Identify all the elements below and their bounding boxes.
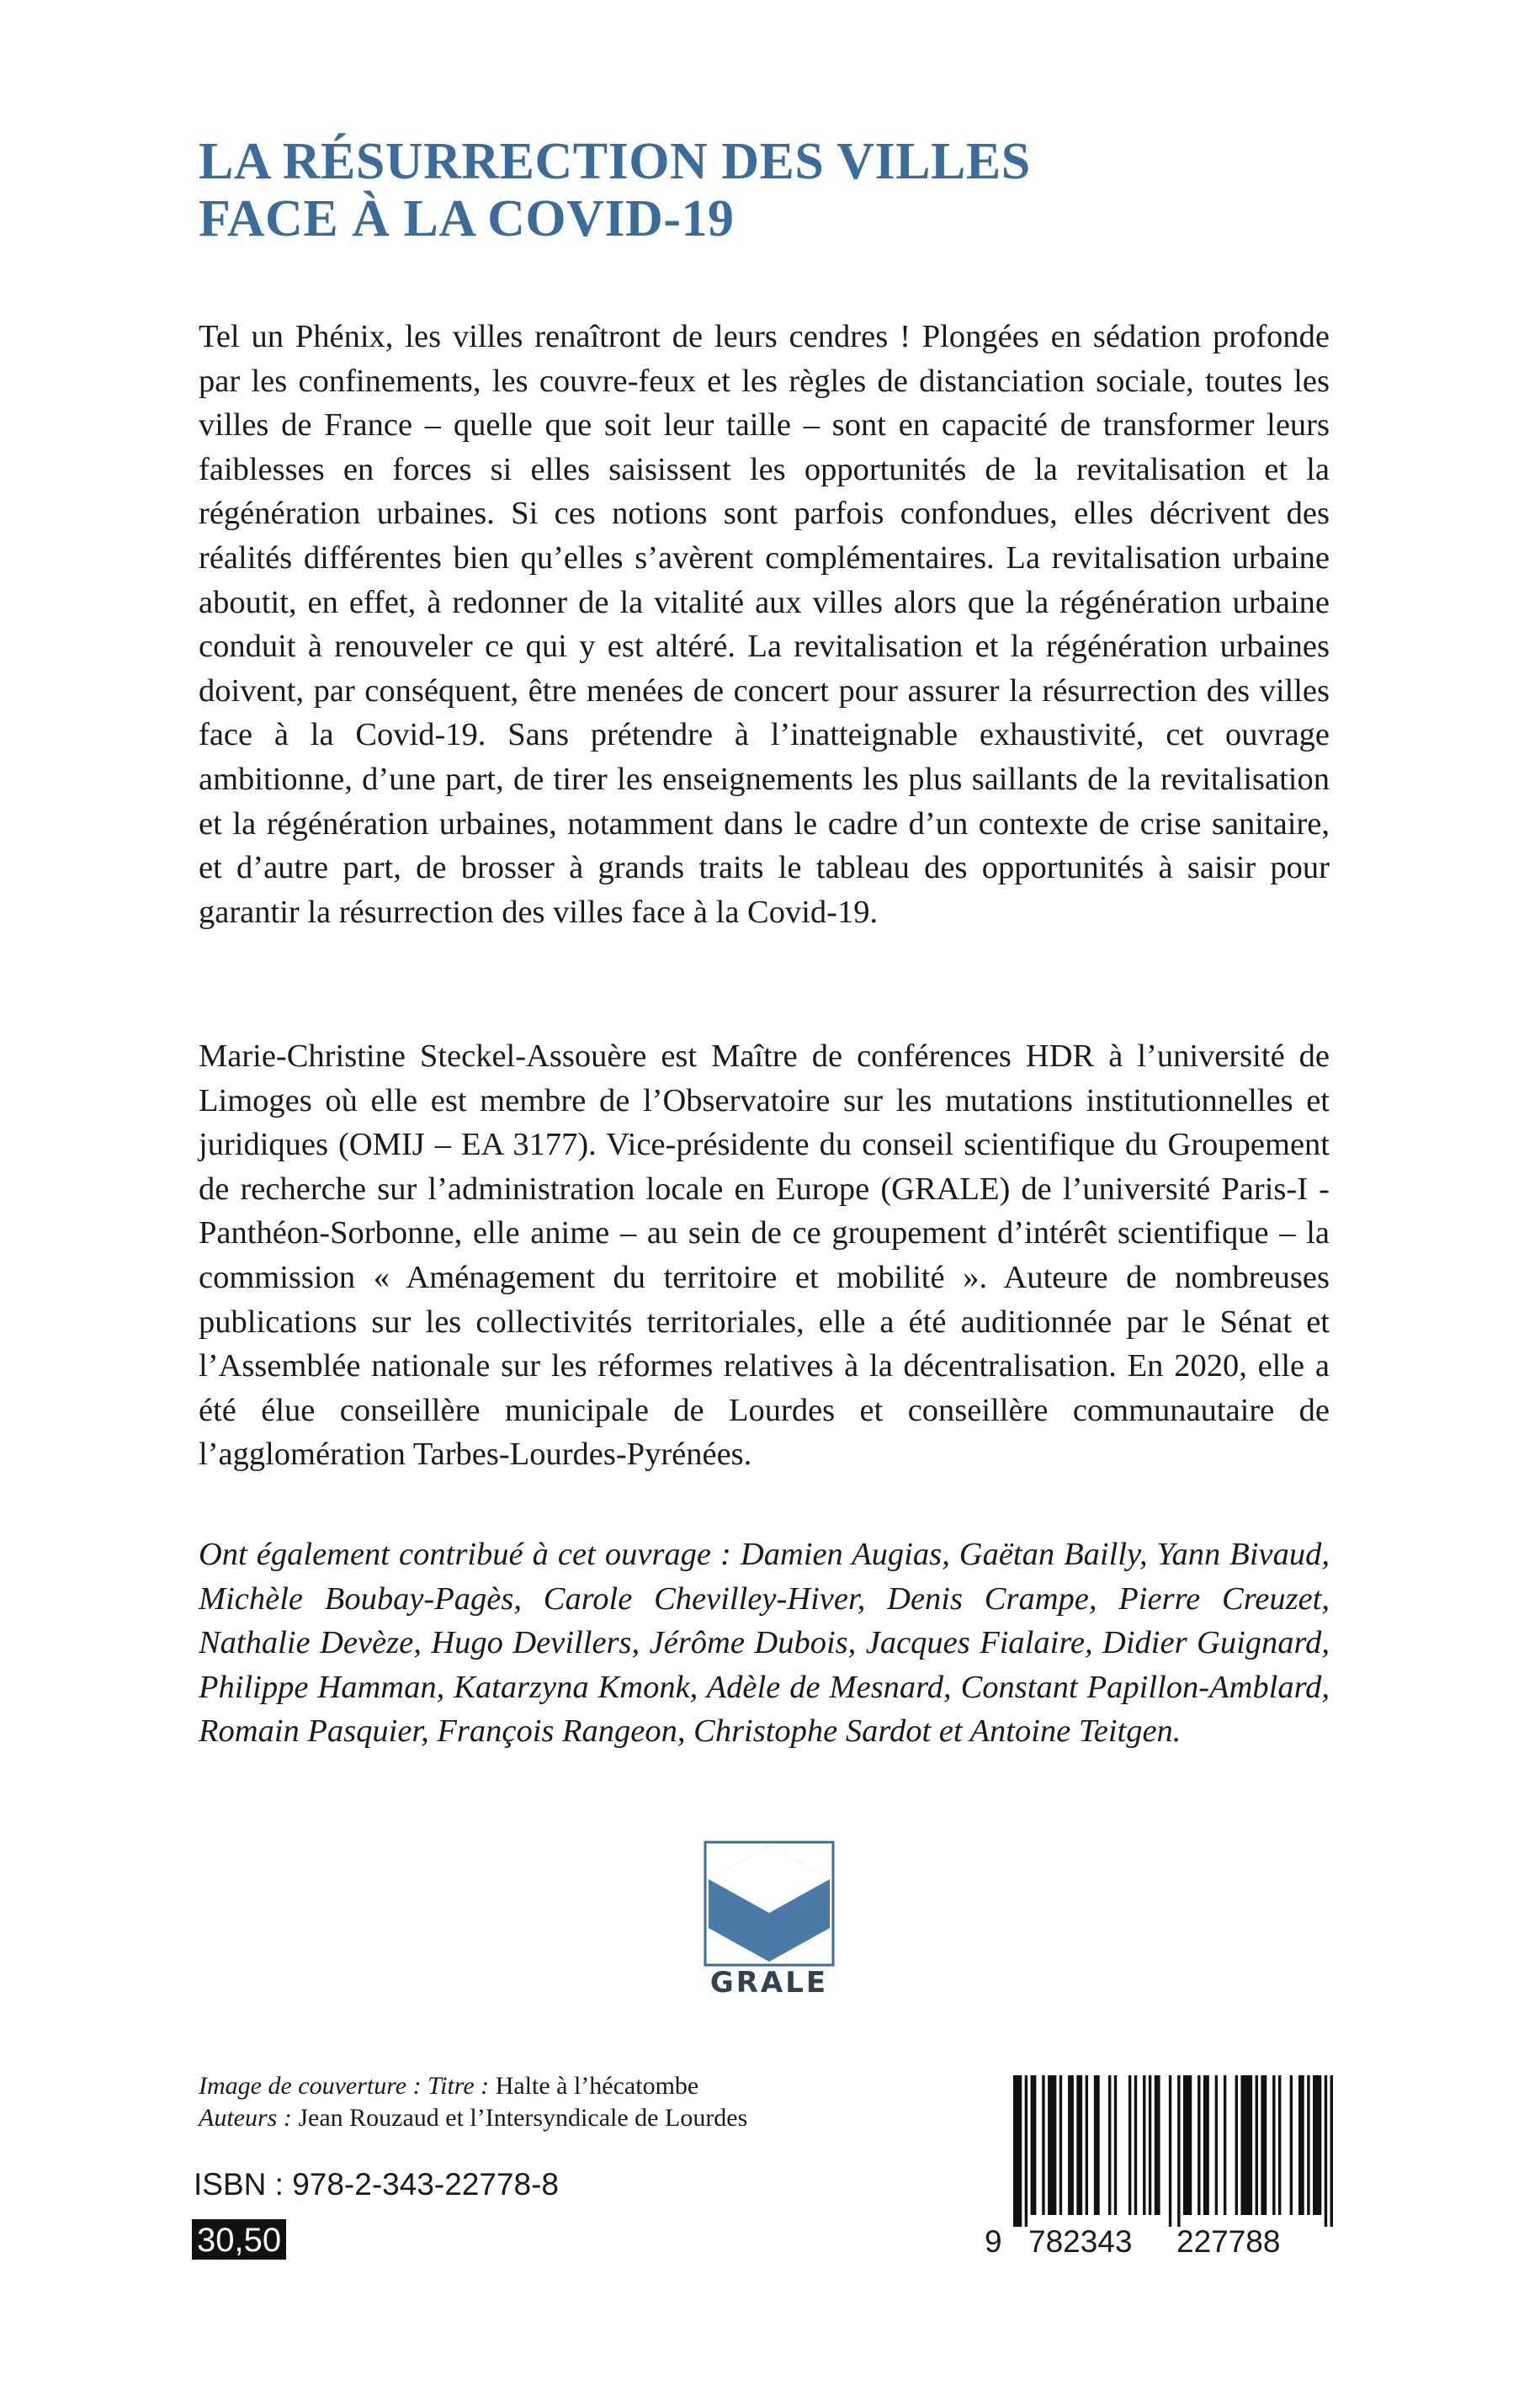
barcode-bar bbox=[1169, 2075, 1171, 2227]
barcode-bar bbox=[1313, 2075, 1321, 2215]
logo-label: GRALE bbox=[709, 1966, 829, 2000]
author-biography: Marie-Christine Steckel-Assouère est Maître de conférences HDR à l’université de Limoges où elle est membre de l’Observatoire sur les mutations institutionnelles et juridiques (OMIJ – EA 3177). Vice-présidente du conseil scientifique du Groupement de recherche sur l’administration locale en Europe (GRALE) de l’université Paris-I - Panthéon-Sorbonne, elle anime – au sein de ce groupement d’intérêt scientifique – la commission « Aménagement du territoire et mobilité ». Auteure de nombreuses publications sur les collectivités territoriales, elle a été auditionnée par le Sénat et l’Assemblée nationale sur les réformes relatives à la décentralisation. En 2020, elle a été élue conseillère municipale de Lourdes et conseillère communautaire de l’agglomération Tarbes-Lourdes-Pyrénées. bbox=[199, 1038, 1330, 1473]
barcode-bar bbox=[1059, 2075, 1062, 2215]
barcode-bar bbox=[1197, 2075, 1200, 2215]
barcode-bar bbox=[1177, 2075, 1180, 2227]
barcode-bar bbox=[1068, 2075, 1074, 2215]
barcode-bar bbox=[1134, 2075, 1137, 2215]
barcode-bar bbox=[1149, 2075, 1151, 2215]
title-line-2: FACE À LA COVID-19 bbox=[199, 190, 735, 247]
contributors-paragraph: Ont également contribué à cet ouvrage : Damien Augias, Gaëtan Bailly, Yann Bivaud, Michèle Boubay-Pagès, Carole Chevilley-Hiver, Denis Crampe, Pierre Creuzet, Nathalie Devèze, Hugo Devillers, Jérôme Dubois, Jacques Fialaire, Didier Guignard, Philippe Hamman, Katarzyna Kmonk, Adèle de Mesnard, Constant Papillon-Amblard, Romain Pasquier, François Rangeon, Christophe Sardot et Antoine Teitgen. bbox=[199, 1537, 1330, 1750]
barcode-bar bbox=[1330, 2075, 1333, 2227]
barcode-bar bbox=[1272, 2075, 1275, 2215]
cover-credits bbox=[199, 2070, 956, 2134]
barcode-bar bbox=[1203, 2075, 1209, 2215]
cover-label: Image de couverture : bbox=[199, 2072, 422, 2100]
authors-label: Auteurs : bbox=[199, 2104, 292, 2132]
barcode-bar bbox=[1256, 2075, 1258, 2215]
book-title bbox=[199, 133, 1377, 247]
barcode-bar bbox=[1013, 2075, 1022, 2227]
barcode-bar bbox=[1298, 2075, 1304, 2215]
barcode-digit-group-1: 782343 bbox=[1028, 2224, 1133, 2259]
barcode-bar bbox=[1261, 2075, 1267, 2215]
barcode-bar bbox=[1325, 2075, 1327, 2227]
isbn-number: ISBN : 978-2-343-22778-8 bbox=[194, 2167, 559, 2202]
barcode-bar bbox=[1076, 2075, 1082, 2215]
authors-credit-line bbox=[199, 2102, 956, 2134]
barcode-icon bbox=[1013, 2075, 1333, 2227]
barcode-bar bbox=[1086, 2075, 1088, 2215]
barcode-bar bbox=[1128, 2075, 1131, 2215]
barcode-bar bbox=[1108, 2075, 1111, 2215]
cover-title: Halte à l’hécatombe bbox=[495, 2072, 699, 2100]
barcode-bar bbox=[1048, 2075, 1056, 2215]
barcode-bar bbox=[1307, 2075, 1309, 2215]
barcode-digit-first: 9 bbox=[985, 2224, 1002, 2259]
summary-paragraph: Tel un Phénix, les villes renaîtront de leurs cendres ! Plongées en sédation profonde par les confinements, les couvre-feux et les règles de distanciation sociale, toutes les villes de France – quelle que soit leur taille – sont en capacité de transformer leurs faiblesses en forces si elles saisissent les opportunités de la revitalisation et la régénération urbaines. Si ces notions sont parfois confondues, elles décrivent des réalités différentes bien qu’elles s’avèrent complémentaires. La revitalisation urbaine aboutit, en effet, à redonner de la vitalité aux villes alors que la régénération urbaine conduit à renouveler ce qui y est altéré. La revitalisation et la régénération urbaines doivent, par conséquent, être menées de concert pour assurer la résurrection des villes face à la Covid-19. Sans prétendre à l’inatteignable exhaustivité, cet ouvrage ambitionne, d’une part, de tirer les enseignements les plus saillants de la revitalisation et la régénération urbaines, notamment dans le cadre d’un contexte de crise sanitaire, et d’autre part, de brosser à grands traits le tableau des opportunités à saisir pour garantir la résurrection des villes face à la Covid-19. bbox=[199, 319, 1330, 930]
barcode-bar bbox=[1114, 2075, 1117, 2215]
barcode-bar bbox=[1031, 2075, 1037, 2215]
barcode-bar bbox=[1183, 2075, 1192, 2215]
barcode-digit-group-2: 227788 bbox=[1176, 2224, 1281, 2259]
barcode-bar bbox=[1278, 2075, 1281, 2215]
barcode-digits bbox=[985, 2224, 1338, 2263]
title-label: Titre : bbox=[427, 2072, 490, 2100]
price-label: 30,50 bbox=[192, 2219, 286, 2260]
barcode-bar bbox=[1215, 2075, 1218, 2215]
barcode-bar bbox=[1155, 2075, 1160, 2215]
barcode-bar bbox=[1290, 2075, 1293, 2215]
cover-authors: Jean Rouzaud et l’Intersyndicale de Lourdes bbox=[298, 2104, 748, 2132]
cover-credit-line bbox=[199, 2070, 956, 2102]
barcode-bar bbox=[1224, 2075, 1226, 2215]
barcode-bar bbox=[1042, 2075, 1044, 2215]
barcode-bar bbox=[1143, 2075, 1145, 2215]
barcode-bar bbox=[1025, 2075, 1028, 2227]
title-line-1: LA RÉSURRECTION DES VILLES bbox=[199, 133, 1031, 190]
barcode-bar bbox=[1235, 2075, 1238, 2215]
barcode-bar bbox=[1094, 2075, 1100, 2215]
barcode-bar bbox=[1240, 2075, 1252, 2215]
